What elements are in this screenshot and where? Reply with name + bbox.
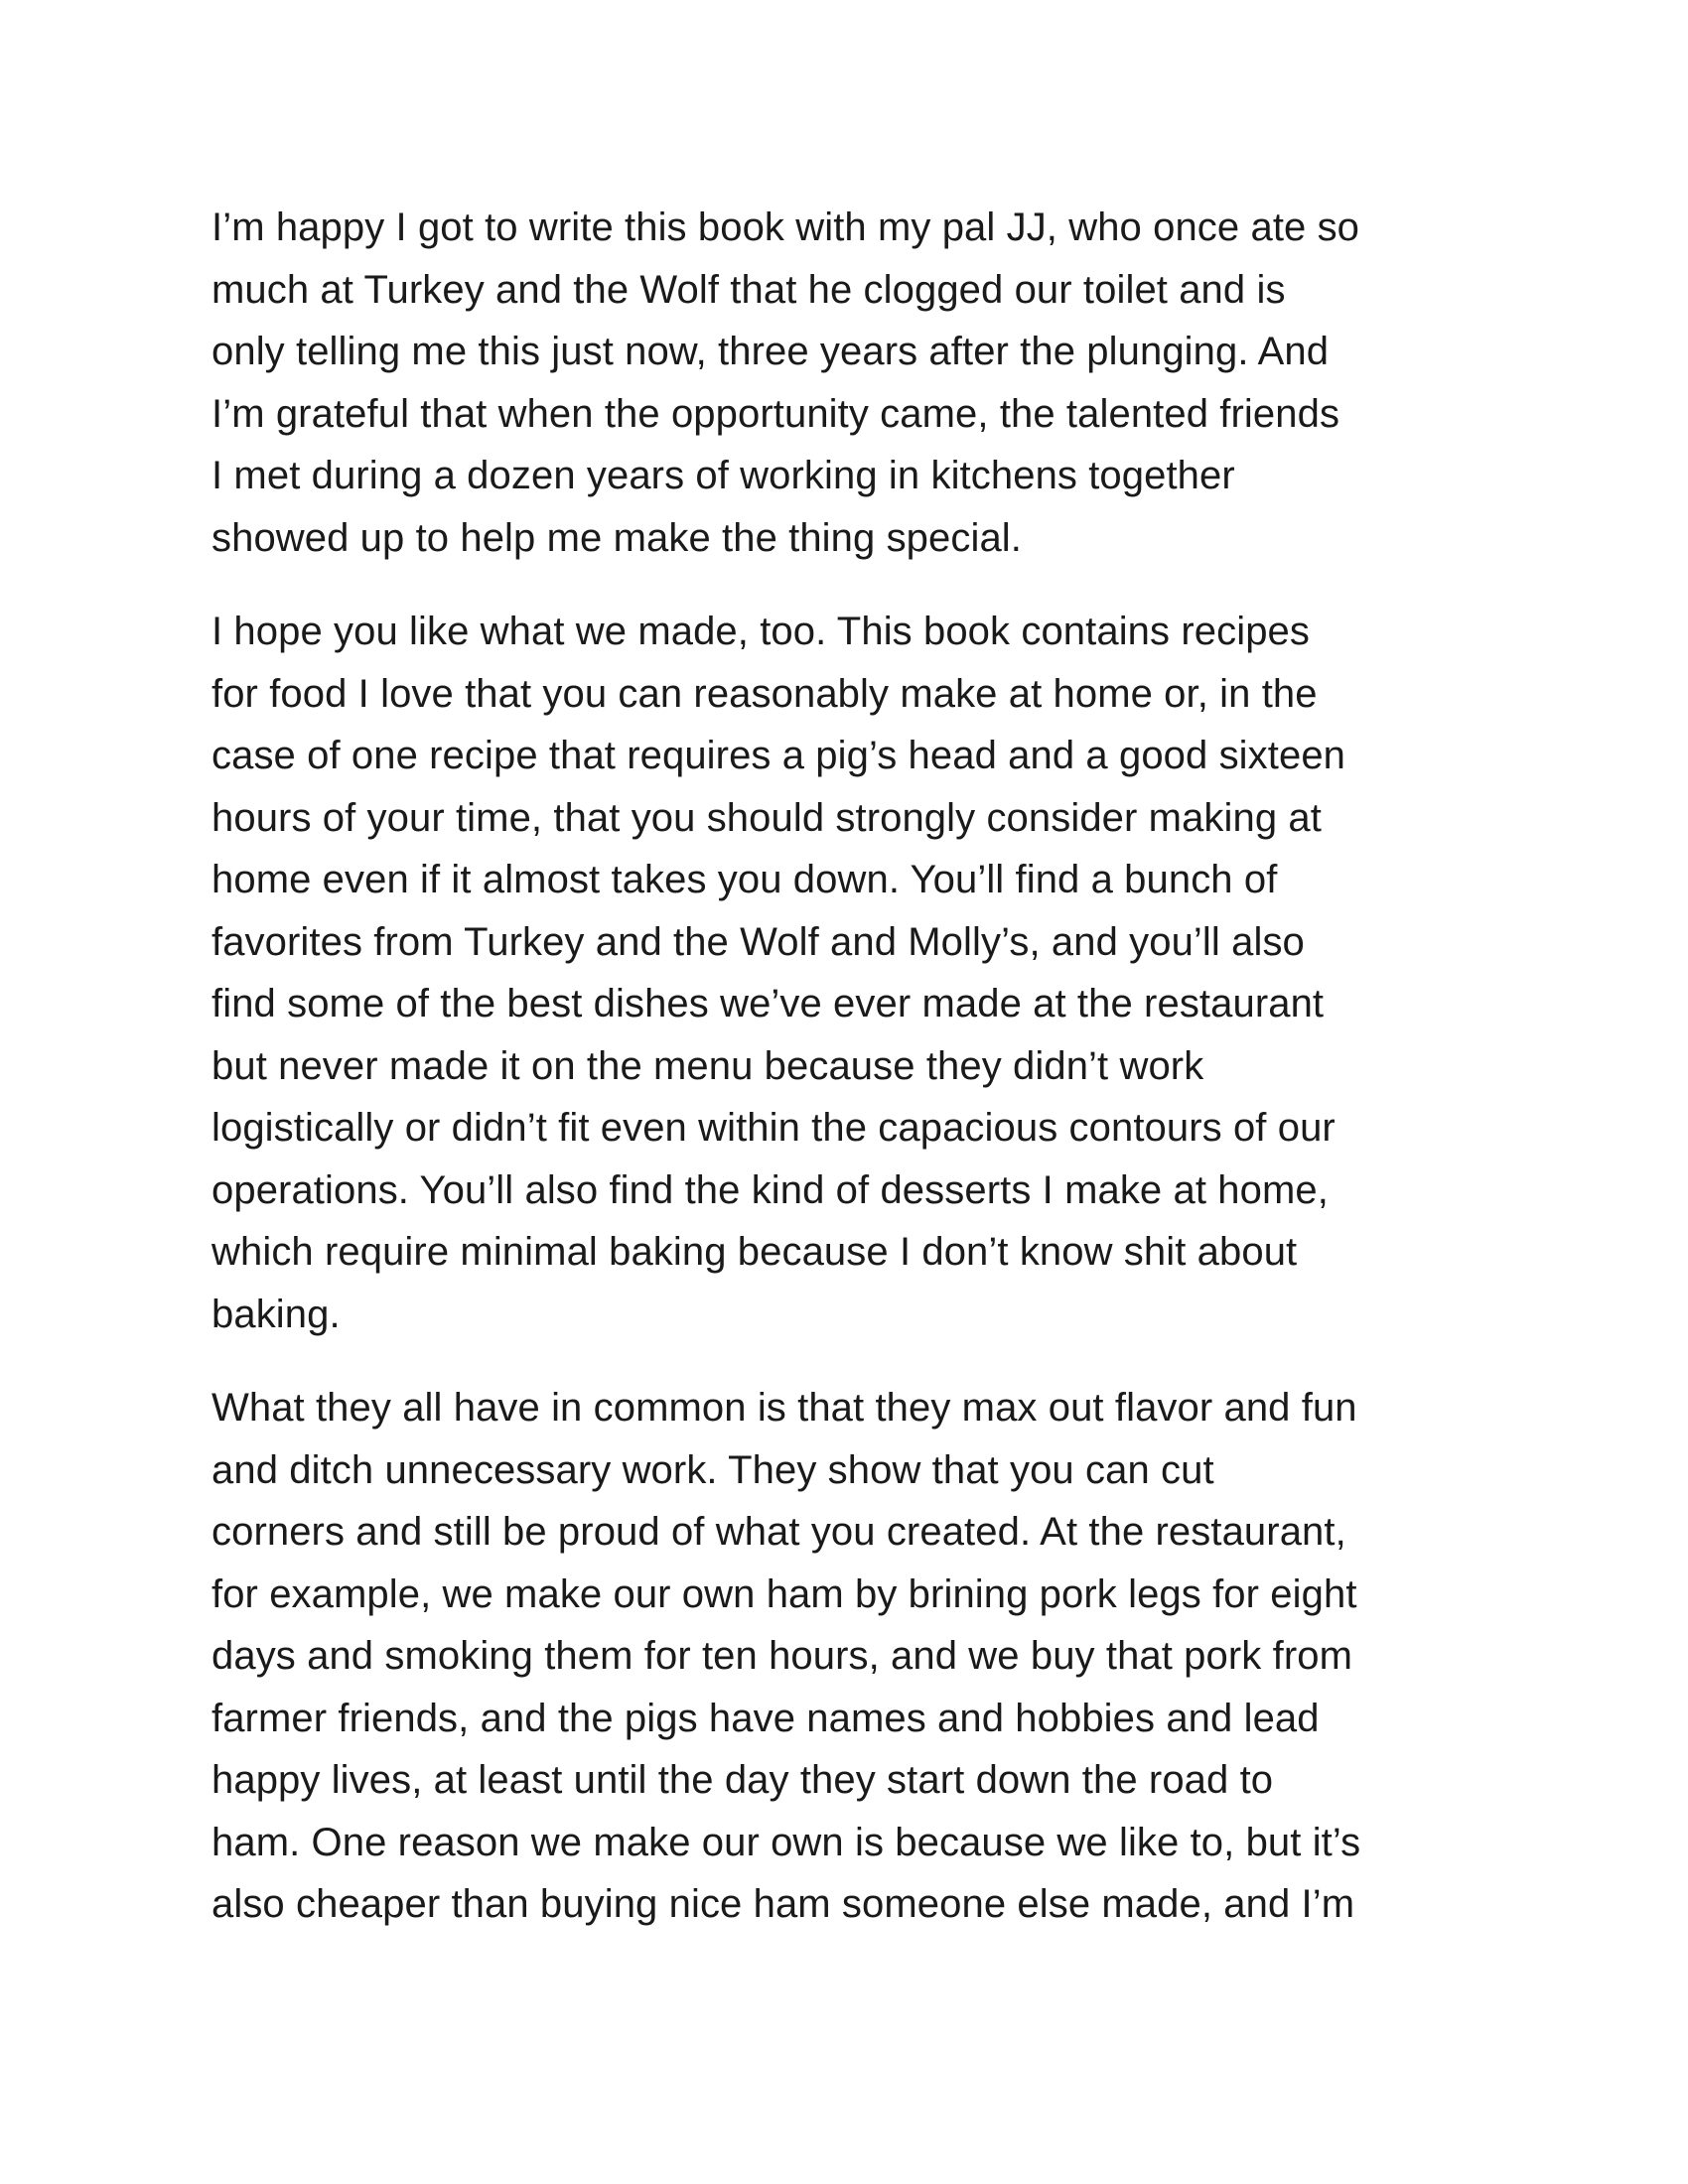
text-line: for example, we make our own ham by brining pork legs for eight [211, 1571, 1357, 1616]
text-line: home even if it almost takes you down. You’ll find a bunch of [211, 858, 1278, 901]
text-line: operations. You’ll also find the kind of desserts I make at home, [211, 1167, 1329, 1212]
text-line: case of one recipe that requires a pig’s head and a good sixteen [211, 734, 1346, 777]
text-line: only telling me this just now, three years after the plunging. And [211, 330, 1330, 373]
text-line: for food I love that you can reasonably make at home or, in the [211, 671, 1318, 716]
text-line: happy lives, at least until the day they start down the road to [211, 1758, 1274, 1802]
text-line: hours of your time, that you should strongly consider making at [211, 795, 1322, 840]
text-line: showed up to help me make the thing special. [211, 515, 1023, 560]
text-line: corners and still be proud of what you created. At the restaurant, [211, 1510, 1346, 1554]
text-line: find some of the best dishes we’ve ever made at the restaurant [211, 982, 1325, 1025]
text-line: farmer friends, and the pigs have names and hobbies and lead [211, 1696, 1320, 1740]
text-line: also cheaper than buying nice ham someone else made, and I’m [211, 1882, 1355, 1926]
text-line: ham. One reason we make our own is because we like to, but it’s [211, 1820, 1361, 1864]
text-line: I’m happy I got to write this book with my pal JJ, who once ate so [211, 205, 1360, 249]
body-text [211, 197, 1502, 1968]
text-line: days and smoking them for ten hours, and we buy that pork from [211, 1634, 1353, 1678]
text-line: and ditch unnecessary work. They show that you can cut [211, 1447, 1214, 1492]
text-line: What they all have in common is that they max out flavor and fun [211, 1386, 1357, 1430]
paragraph-1 [211, 197, 1502, 569]
text-line: I hope you like what we made, too. This book contains recipes [211, 610, 1310, 653]
paragraph-3 [211, 1377, 1502, 1936]
text-line: I met during a dozen years of working in kitchens together [211, 454, 1235, 497]
paragraph-2 [211, 601, 1502, 1345]
text-line: logistically or didn’t fit even within the capacious contours of our [211, 1106, 1336, 1150]
text-line: much at Turkey and the Wolf that he clogged our toilet and is [211, 267, 1286, 312]
text-line: but never made it on the menu because they didn’t work [211, 1043, 1204, 1088]
text-line: favorites from Turkey and the Wolf and Molly’s, and you’ll also [211, 919, 1305, 964]
text-line: I’m grateful that when the opportunity came, the talented friends [211, 391, 1340, 436]
text-line: baking. [211, 1292, 341, 1336]
text-line: which require minimal baking because I don’t know shit about [211, 1230, 1298, 1274]
